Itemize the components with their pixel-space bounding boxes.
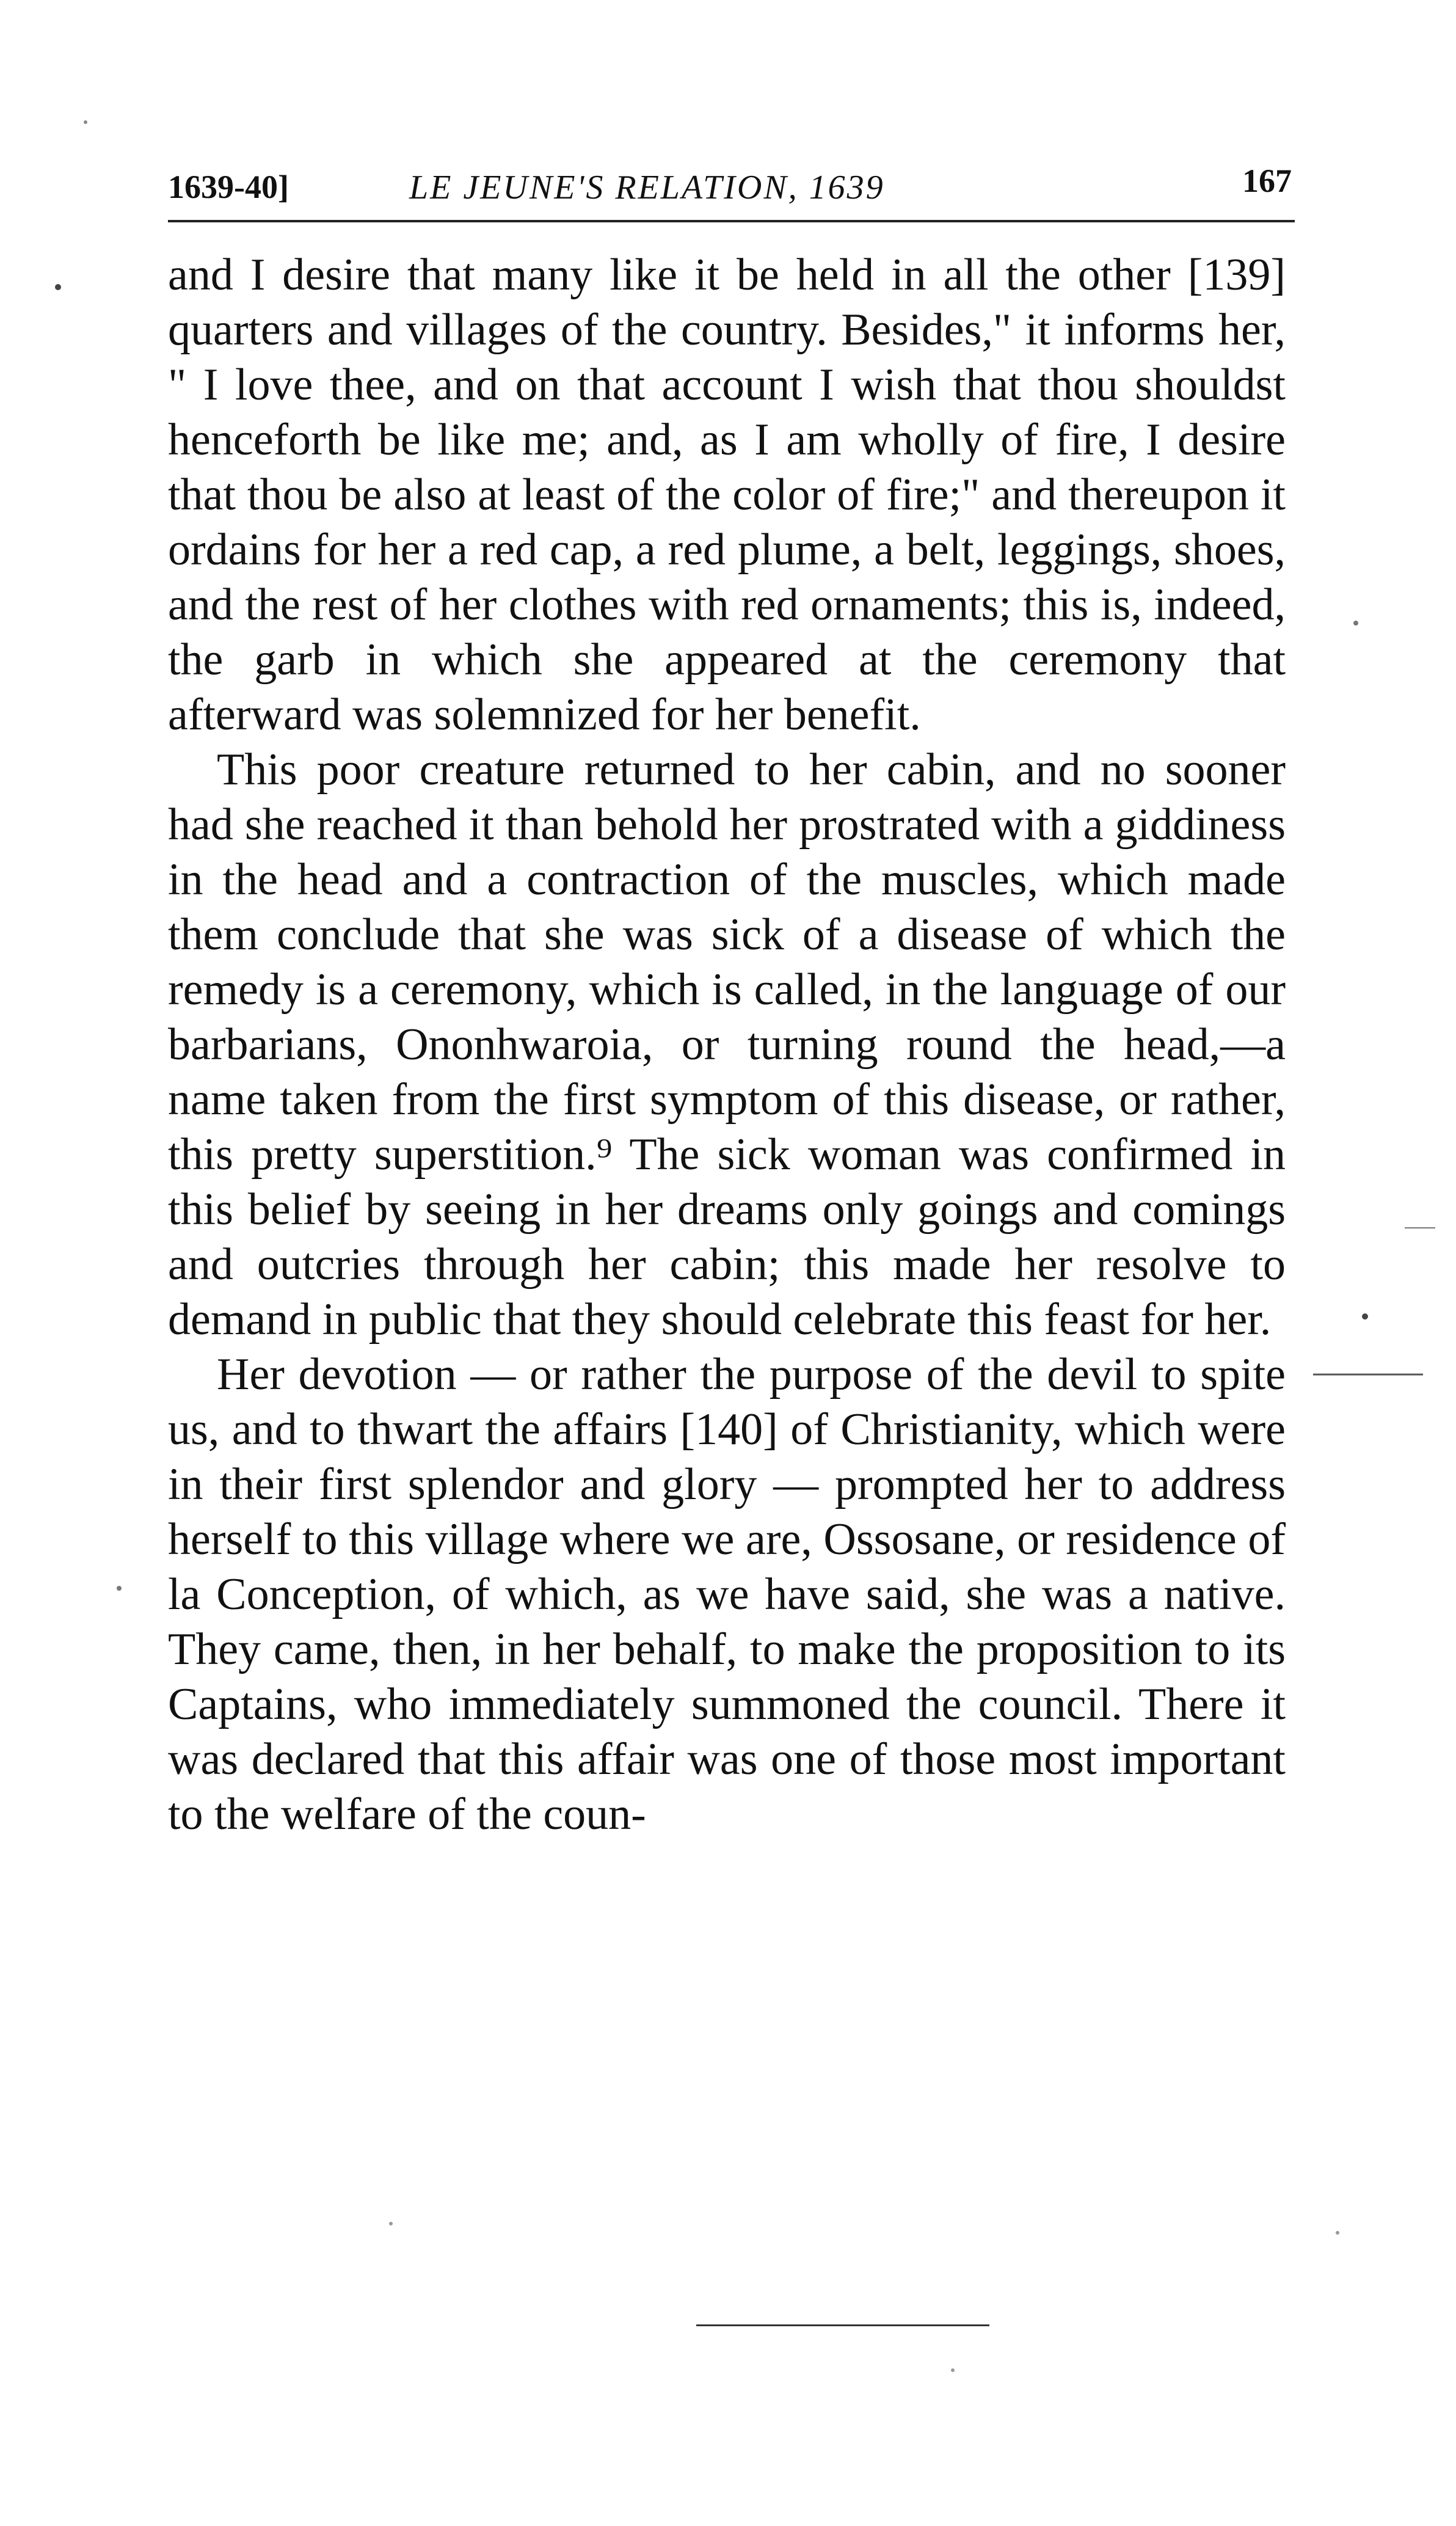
paragraph-3: Her devotion — or rather the purpose of the devil to spite us, and to thwart the affairs [140] of Christianity, which were in their first splendor and glory — prompted her to address herself to this village where we are, Ossosane, or residence of la Conception, of which, as we have said, she was a native. They came, then, in her behalf, to make the proposition to its Captains, who immediately summoned the council. There it was declared that this affair was one of those most important to the welfare of the coun- [168, 1349, 1286, 1839]
header-title: LE JEUNE'S RELATION, 1639 [409, 169, 885, 206]
header-date-range: 1639-40] [168, 169, 289, 205]
paragraph-1: and I desire that many like it be held in all the other [139] quarters and villages of the country. Besides," it informs her, " I love thee, and on that account I wish that thou shouldst henceforth be like me; and, as I am wholly of fire, I desire that thou be also at least of the color of fire;" and thereupon it ordains for her a red cap, a red plume, a belt, leggings, shoes, and the rest of her clothes with red ornaments; this is, indeed, the garb in which she appeared at the ceremony that afterward was solemnized for her benefit. [168, 250, 1286, 740]
page-number: 167 [1242, 162, 1292, 199]
paragraph-2: This poor creature returned to her cabin, and no sooner had she reached it than behold her prostrated with a giddiness in the head and a contraction of the muscles, which made them conclude that she was sick of a disease of which the remedy is a ceremony, which is called, in the language of our barbarians, Ononhwaroia, or turning round the head,—a name taken from the first symptom of this disease, or rather, this pretty superstition.⁹ The sick woman was confirmed in this belief by seeing in her dreams only goings and comings and outcries through her cabin; this made her resolve to demand in public that they should celebrate this feast for her. [168, 745, 1286, 1345]
